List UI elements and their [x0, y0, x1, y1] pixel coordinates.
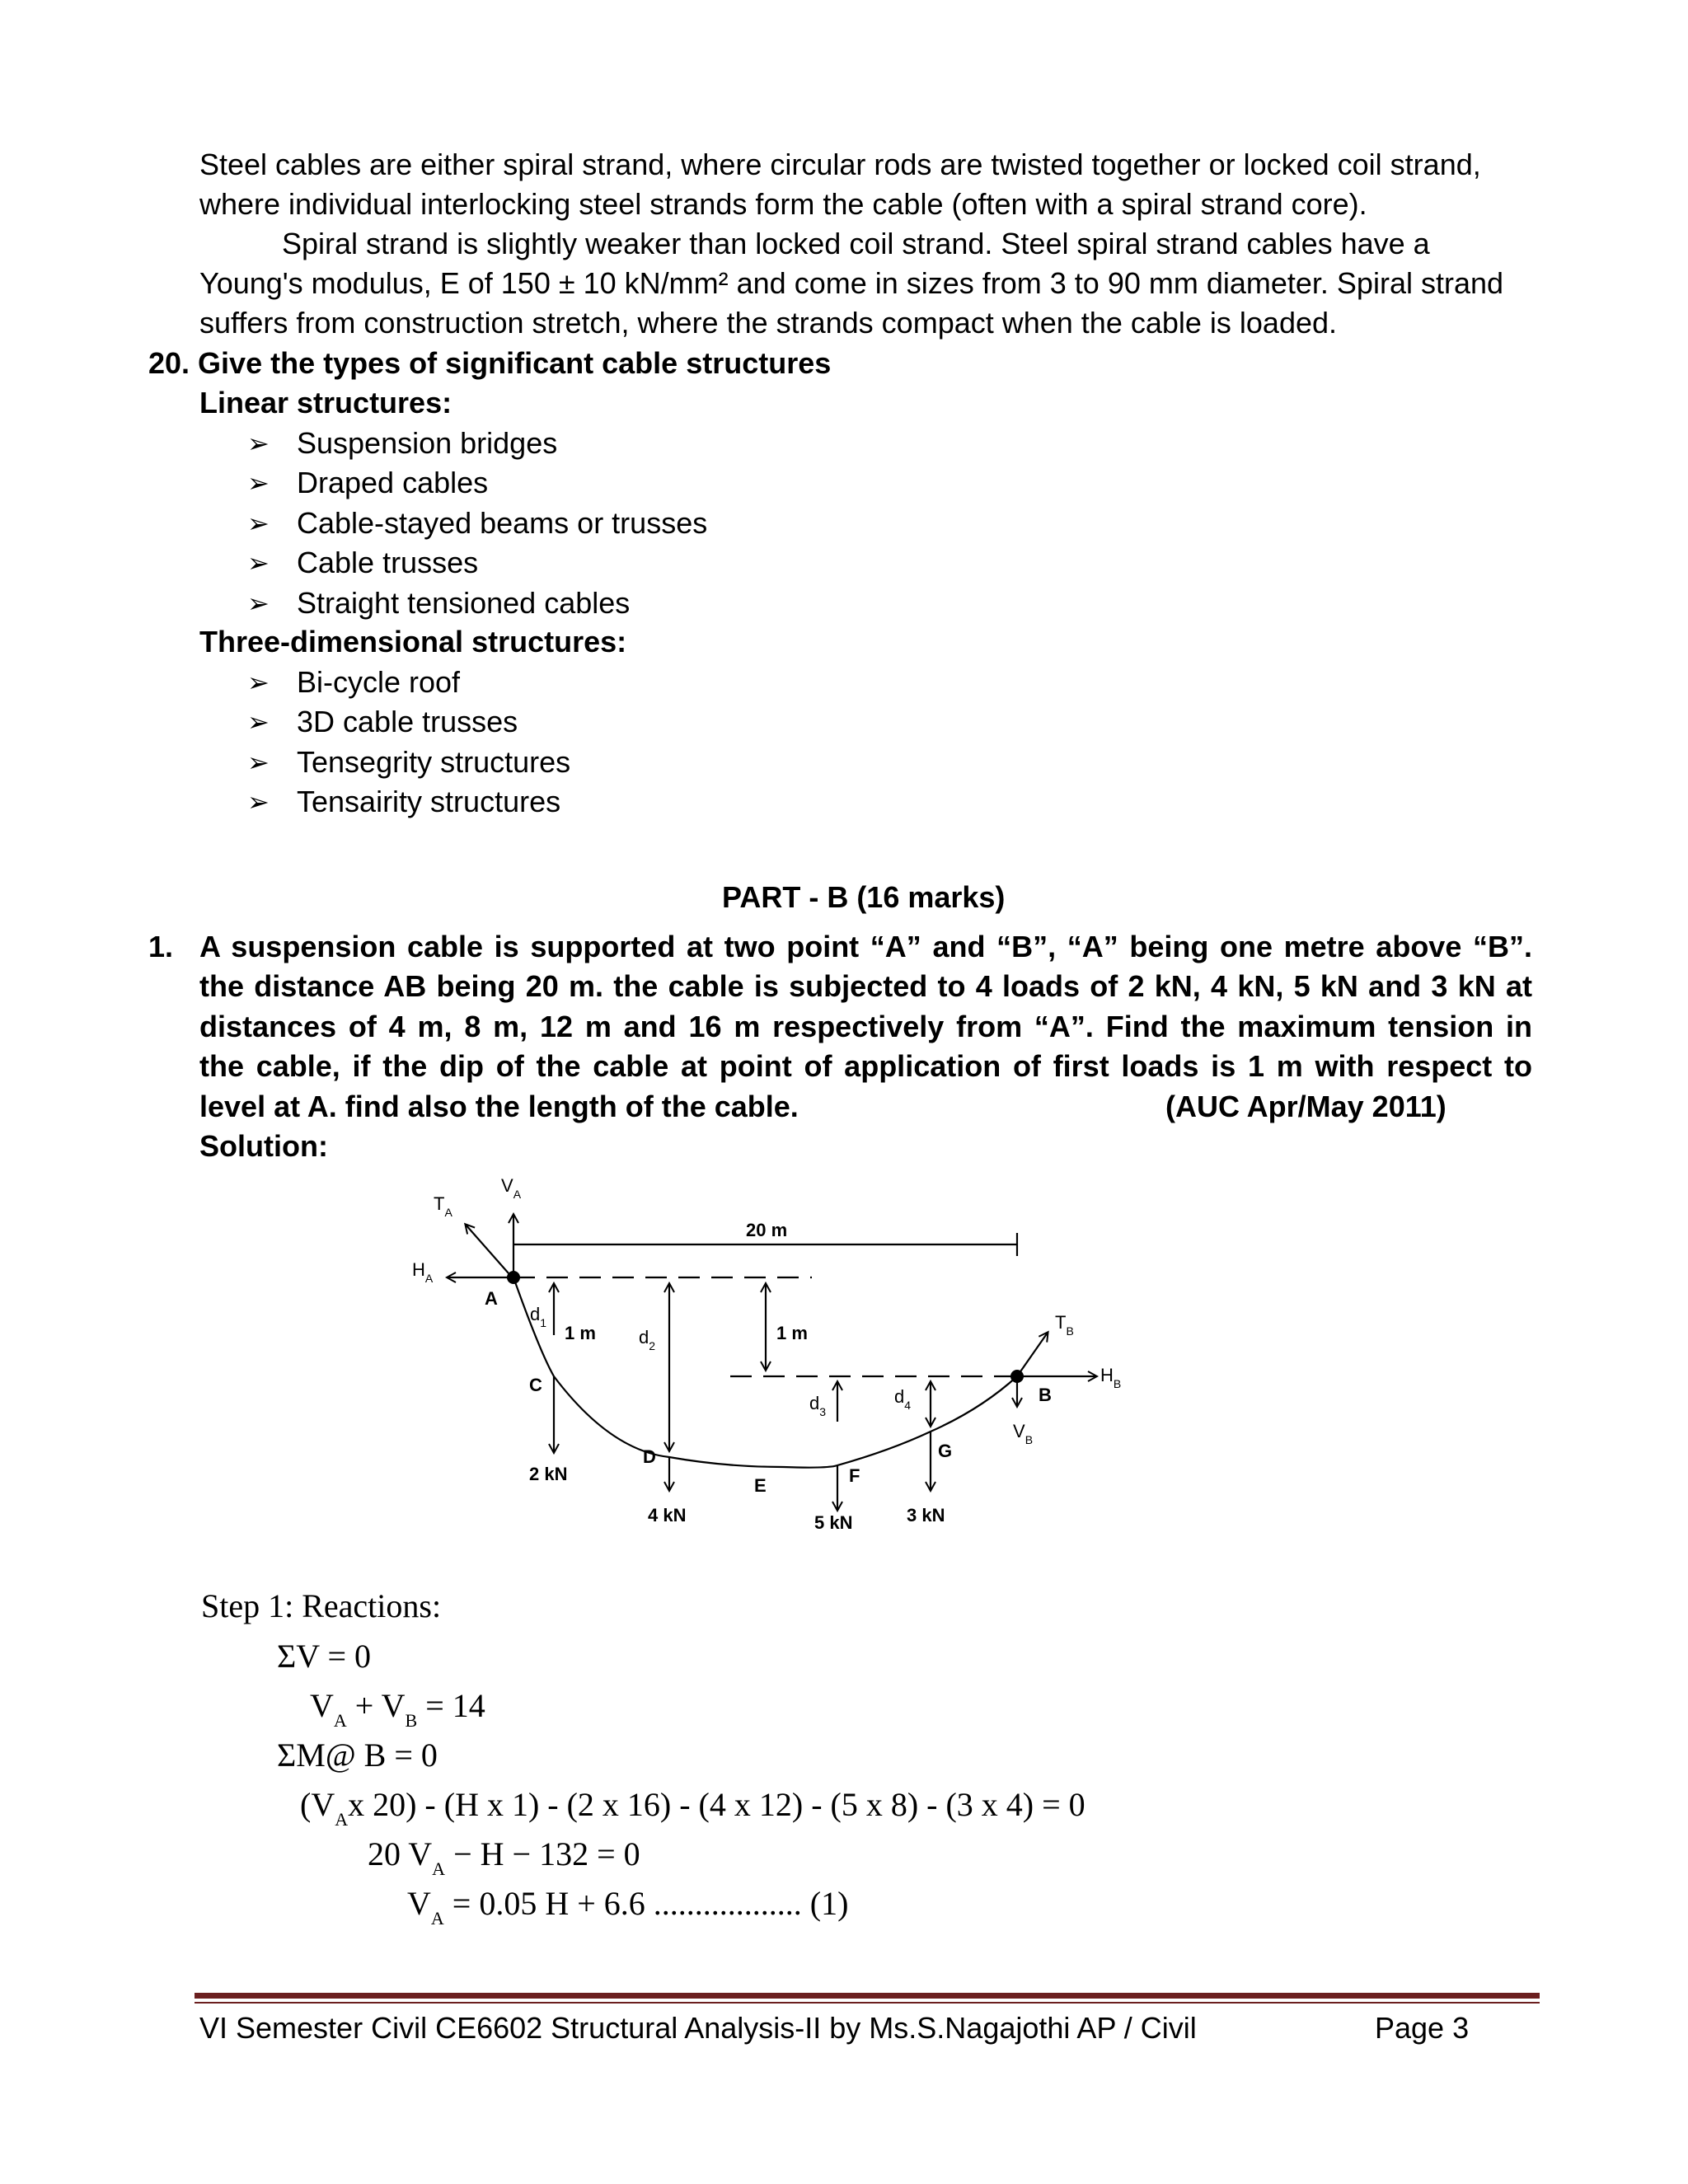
q20-heading: 20. Give the types of significant cable structures [148, 346, 832, 380]
dip-a-label: 1 m [565, 1323, 596, 1343]
linear-heading: Linear structures: [199, 386, 452, 419]
d1-label: $d_1$ [530, 1304, 547, 1329]
intro-line-2: where individual interlocking steel strands form the cable (often with a spiral strand core). [199, 187, 1367, 221]
tb-label: $T_B$ [1055, 1312, 1074, 1338]
eq-20va: 20 $V_A - H - 132 = 0$ [368, 1835, 640, 1879]
q1-reference: (AUC Apr/May 2011) [1165, 1090, 1447, 1123]
bullet-arrow-icon: ➢ [247, 588, 270, 618]
d3-label: $d_3$ [809, 1393, 827, 1418]
list-item: Draped cables [297, 466, 489, 499]
bullet-arrow-icon: ➢ [247, 668, 270, 697]
q1-number: 1. [148, 930, 174, 963]
list-item: Tensairity structures [297, 785, 561, 818]
ha-label: $H_A$ [412, 1259, 434, 1285]
point-e-label: E [754, 1475, 767, 1496]
list-item: Straight tensioned cables [297, 586, 631, 620]
load-3kn-label: 3 kN [907, 1505, 945, 1526]
page-number: Page 3 [1375, 2011, 1470, 2045]
eq-sum-m: ΣM@ B = 0 [277, 1736, 438, 1774]
bullet-arrow-icon: ➢ [247, 748, 270, 777]
list-item: 3D cable trusses [297, 705, 518, 738]
point-d-label: D [643, 1446, 656, 1467]
d4-label: $d_4$ [894, 1386, 912, 1412]
list-item: Suspension bridges [297, 426, 558, 460]
span-label: 20 m [746, 1220, 788, 1240]
q1-line-5: level at A. find also the length of the cable. [199, 1090, 799, 1123]
part-b-title: PART - B (16 marks) [722, 880, 1006, 914]
eq-va-result: $V_A = 0.05$ H + 6.6 .................. (1) [407, 1885, 849, 1929]
eq-moment: ($V_Ax$ 20) - (H x 1) - (2 x 16) - (4 x 12) - (5 x 8) - (3 x 4) = 0 [300, 1786, 1085, 1830]
intro-line-4: Young's modulus, E of 150 ± 10 kN/mm² and come in sizes from 3 to 90 mm diameter. Spiral strand [199, 266, 1504, 300]
load-2kn-label: 2 kN [529, 1464, 568, 1484]
ta-label: $T_A$ [434, 1193, 452, 1219]
point-b-label: B [1039, 1385, 1052, 1405]
bullet-arrow-icon: ➢ [247, 707, 270, 737]
bullet-arrow-icon: ➢ [247, 787, 270, 817]
dip-b-label: 1 m [776, 1323, 808, 1343]
footer-text: VI Semester Civil CE6602 Structural Analysis-II by Ms.S.Nagajothi AP / Civil [199, 2011, 1197, 2045]
step1-heading: Step 1: Reactions: [201, 1587, 442, 1624]
va-label: $V_A$ [501, 1175, 522, 1201]
list-item: Cable trusses [297, 546, 479, 579]
q1-line-3: distances of 4 m, 8 m, 12 m and 16 m respectively from “A”. Find the maximum tension in [199, 1010, 1532, 1043]
bullet-arrow-icon: ➢ [247, 509, 270, 538]
footer-rule-thin [195, 2002, 1540, 2004]
q1-line-4: the cable, if the dip of the cable at point of application of first loads is 1 m with respect to [199, 1049, 1532, 1083]
bullet-arrow-icon: ➢ [247, 468, 270, 498]
eq-sum-v: ΣV = 0 [277, 1638, 372, 1675]
q1-line-1: A suspension cable is supported at two point “A” and “B”, “A” being one metre above “B”. [199, 930, 1532, 963]
q1-line-2: the distance AB being 20 m. the cable is subjected to 4 loads of 2 kN, 4 kN, 5 kN and 3 kN at [199, 969, 1532, 1003]
list-item: Tensegrity structures [297, 745, 571, 779]
list-item: Cable-stayed beams or trusses [297, 506, 708, 540]
list-item: Bi-cycle roof [297, 665, 461, 699]
bullet-arrow-icon: ➢ [247, 429, 270, 458]
point-a-label: A [485, 1288, 498, 1309]
point-g-label: G [938, 1441, 953, 1461]
load-4kn-label: 4 kN [648, 1505, 687, 1526]
bullet-arrow-icon: ➢ [247, 548, 270, 578]
three-d-heading: Three-dimensional structures: [199, 625, 627, 658]
hb-label: $H_B$ [1100, 1365, 1122, 1390]
intro-line-5: suffers from construction stretch, where the strands compact when the cable is loaded. [199, 306, 1338, 340]
intro-line-3: Spiral strand is slightly weaker than locked coil strand. Steel spiral strand cables have a [282, 227, 1430, 260]
point-f-label: F [849, 1465, 860, 1486]
solution-label: Solution: [199, 1129, 328, 1163]
footer-rule-thick [195, 1993, 1540, 1999]
point-c-label: C [529, 1375, 542, 1395]
intro-line-1: Steel cables are either spiral strand, where circular rods are twisted together or locked coil strand, [199, 148, 1481, 181]
load-5kn-label: 5 kN [814, 1512, 853, 1533]
d2-label: $d_2$ [639, 1327, 656, 1352]
vb-label: $V_B$ [1013, 1421, 1034, 1446]
eq-va-vb: $V_A + V_B = 14$ [310, 1687, 485, 1731]
